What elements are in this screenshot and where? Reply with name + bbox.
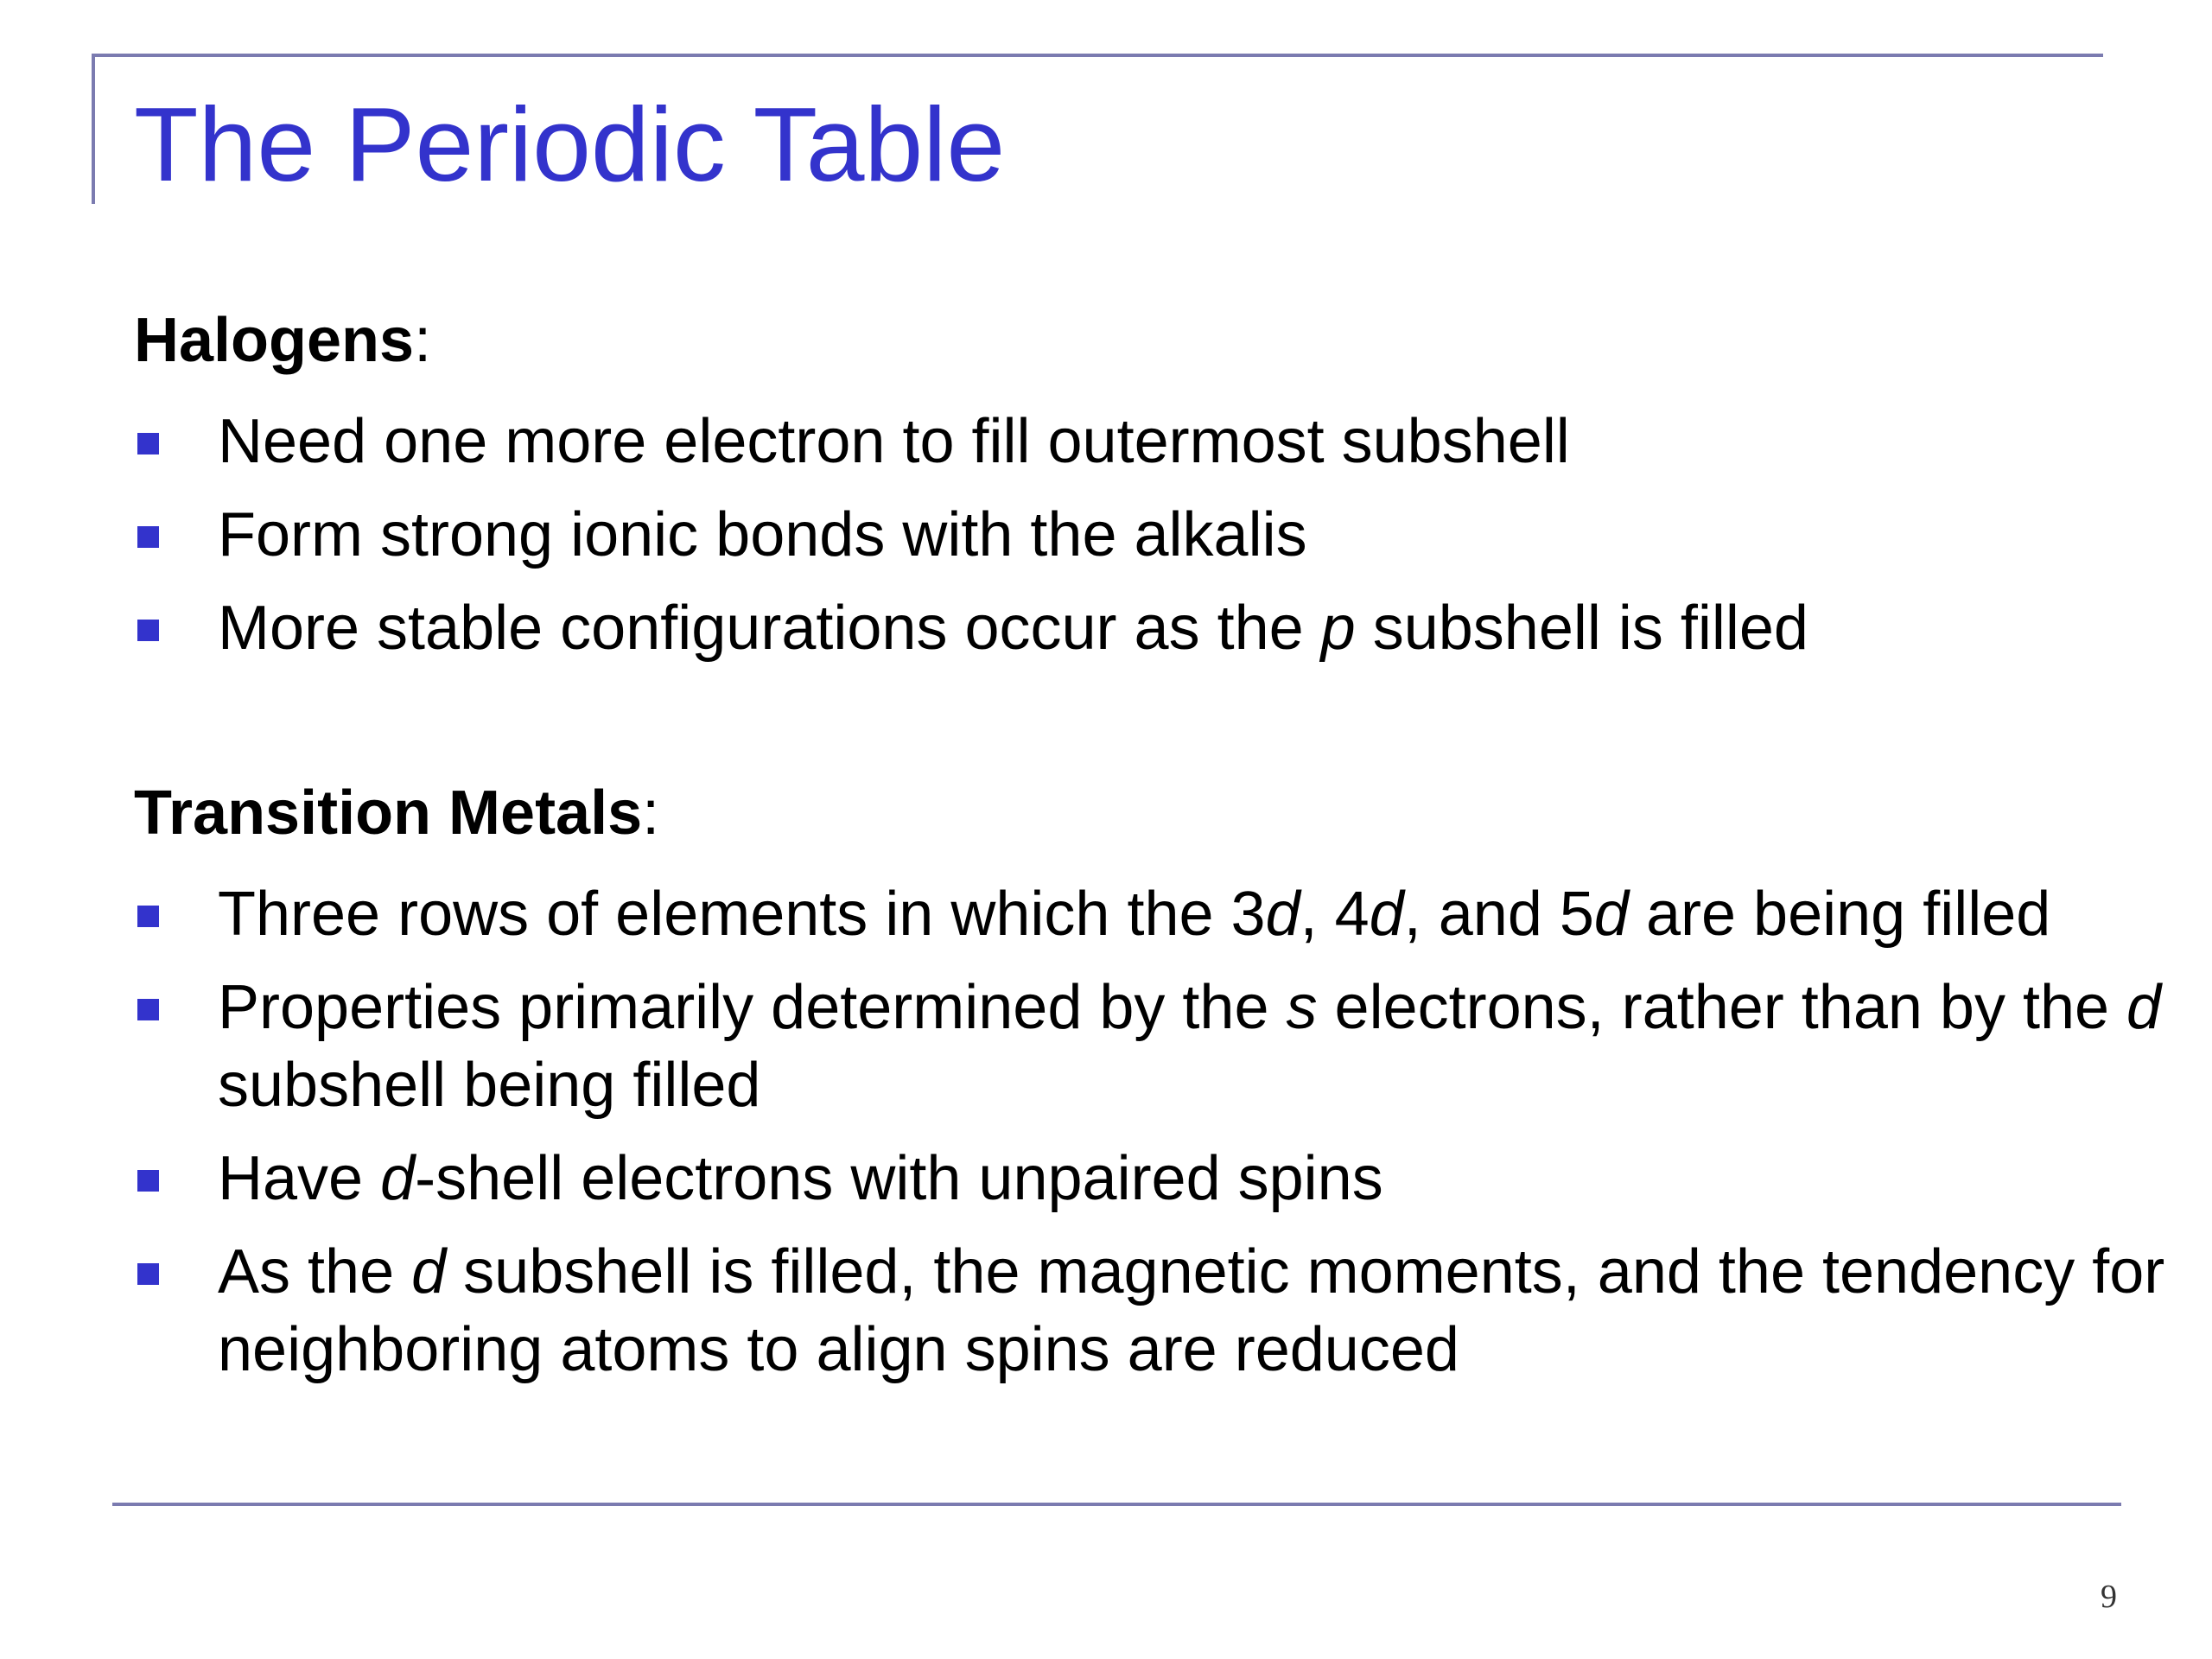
text-run: As the — [218, 1237, 412, 1306]
page-number: 9 — [2101, 1579, 2117, 1615]
bullet-text — [218, 1144, 1383, 1213]
bullet-text — [218, 407, 1570, 476]
italic-symbol: d — [1369, 880, 1404, 949]
bullet-item — [134, 1233, 2190, 1389]
section-heading-colon: : — [642, 779, 660, 848]
bullet-item — [134, 589, 2190, 667]
section-heading-label: Transition Metals — [134, 779, 643, 848]
section-heading — [134, 294, 2190, 387]
blue-square-icon — [137, 906, 159, 927]
italic-symbol: d — [380, 1144, 416, 1213]
blue-square-icon — [137, 1170, 159, 1192]
bullet-item — [134, 496, 2190, 574]
bullet-text — [218, 500, 1307, 569]
section-halogens — [134, 294, 2190, 667]
bullet-text — [218, 1237, 2164, 1384]
text-run: subshell is filled — [1355, 594, 1808, 663]
text-run: , and 5 — [1403, 880, 1594, 949]
italic-symbol: d — [411, 1237, 447, 1306]
bottom-rule — [112, 1503, 2121, 1506]
italic-symbol: d — [2126, 973, 2162, 1042]
bullet-text — [218, 880, 2050, 949]
text-run: Properties primarily determined by the — [218, 973, 1287, 1042]
text-run: Have — [218, 1144, 381, 1213]
blue-square-icon — [137, 1263, 159, 1285]
bullet-item — [134, 1140, 2190, 1217]
blue-square-icon — [137, 433, 159, 454]
text-run: More stable configurations occur as the — [218, 594, 1321, 663]
bullet-text — [218, 594, 1808, 663]
text-run: Need one more electron to fill outermost subshell — [218, 407, 1570, 476]
bullet-item — [134, 969, 2190, 1124]
section-heading-colon: : — [414, 306, 432, 375]
section-heading-label: Halogens — [134, 306, 415, 375]
slide-title: The Periodic Table — [134, 86, 1006, 203]
italic-symbol: d — [1593, 880, 1629, 949]
text-run: Three rows of elements in which the 3 — [218, 880, 1266, 949]
section-heading — [134, 766, 2190, 860]
blue-square-icon — [137, 526, 159, 548]
section-transition-metals — [134, 766, 2190, 1389]
top-rule — [92, 54, 2103, 57]
bullet-text — [218, 973, 2161, 1120]
bullet-item — [134, 875, 2190, 953]
blue-square-icon — [137, 999, 159, 1020]
left-rule — [92, 54, 95, 204]
text-run: are being filled — [1628, 880, 2051, 949]
text-run: subshell being filled — [218, 1051, 761, 1120]
italic-symbol: d — [1265, 880, 1300, 949]
text-run: subshell is filled, the magnetic moments, and the tendency for neighboring atoms to align spins are reduced — [218, 1237, 2165, 1384]
bullet-list — [134, 875, 2190, 1389]
italic-symbol: p — [1320, 594, 1356, 663]
text-run: , 4 — [1300, 880, 1370, 949]
text-run: -shell electrons with unpaired spins — [415, 1144, 1383, 1213]
bullet-list — [134, 403, 2190, 667]
italic-symbol: s — [1286, 973, 1318, 1042]
blue-square-icon — [137, 620, 159, 641]
text-run: Form strong ionic bonds with the alkalis — [218, 500, 1307, 569]
text-run: electrons, rather than by the — [1317, 973, 2127, 1042]
bullet-item — [134, 403, 2190, 480]
